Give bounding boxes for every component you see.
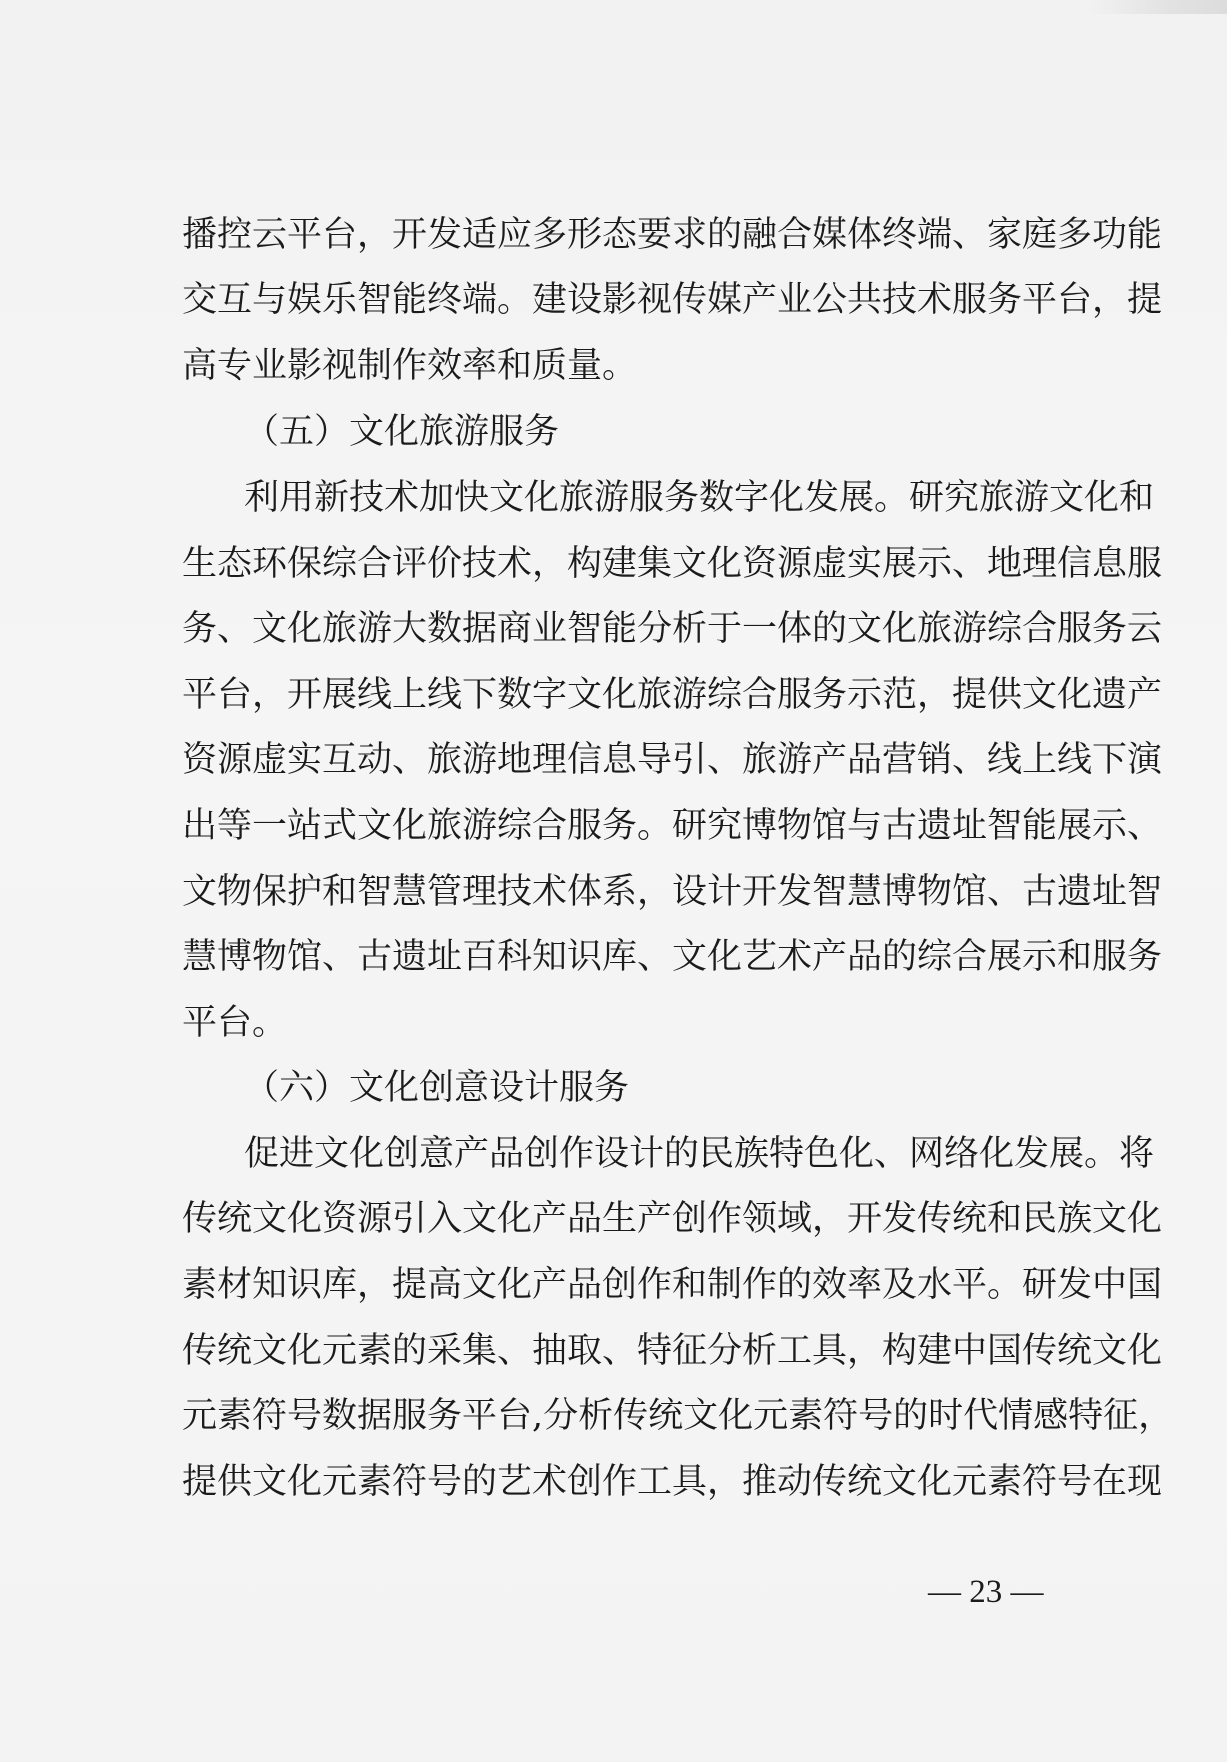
body-line-3: 高专业影视制作效率和质量。 xyxy=(182,346,638,386)
body-line-9: 资源虚实互动、旅游地理信息导引、旅游产品营销、线上线下演 xyxy=(182,740,1163,780)
body-line-11: 文物保护和智慧管理技术体系，设计开发智慧博物馆、古遗址智 xyxy=(182,872,1163,912)
page-number: — 23 — xyxy=(928,1574,1044,1610)
body-line-18: 传统文化元素的采集、抽取、特征分析工具，构建中国传统文化 xyxy=(182,1331,1163,1371)
body-line-2: 交互与娱乐智能终端。建设影视传媒产业公共技术服务平台，提 xyxy=(182,280,1163,320)
body-line-5: 利用新技术加快文化旅游服务数字化发展。研究旅游文化和 xyxy=(244,478,1155,518)
body-line-7: 务、文化旅游大数据商业智能分析于一体的文化旅游综合服务云 xyxy=(182,609,1163,649)
body-line-1: 播控云平台，开发适应多形态要求的融合媒体终端、家庭多功能 xyxy=(182,215,1163,255)
section-heading-6: （六）文化创意设计服务 xyxy=(244,1068,630,1108)
body-line-16: 传统文化资源引入文化产品生产创作领域，开发传统和民族文化 xyxy=(182,1199,1163,1239)
body-line-19: 元素符号数据服务平台,分析传统文化元素符号的时代情感特征， xyxy=(182,1396,1174,1436)
body-line-10: 出等一站式文化旅游综合服务。研究博物馆与古遗址智能展示、 xyxy=(182,806,1163,846)
body-line-15: 促进文化创意产品创作设计的民族特色化、网络化发展。将 xyxy=(244,1134,1155,1174)
body-line-17: 素材知识库，提高文化产品创作和制作的效率及水平。研发中国 xyxy=(182,1265,1163,1305)
scan-edge-shadow xyxy=(1087,0,1227,14)
body-line-20: 提供文化元素符号的艺术创作工具，推动传统文化元素符号在现 xyxy=(182,1462,1163,1502)
section-heading-5: （五）文化旅游服务 xyxy=(244,412,560,452)
body-line-6: 生态环保综合评价技术，构建集文化资源虚实展示、地理信息服 xyxy=(182,544,1163,584)
body-line-13: 平台。 xyxy=(182,1003,288,1043)
body-line-12: 慧博物馆、古遗址百科知识库、文化艺术产品的综合展示和服务 xyxy=(182,937,1163,977)
body-line-8: 平台，开展线上线下数字文化旅游综合服务示范，提供文化遗产 xyxy=(182,675,1163,715)
